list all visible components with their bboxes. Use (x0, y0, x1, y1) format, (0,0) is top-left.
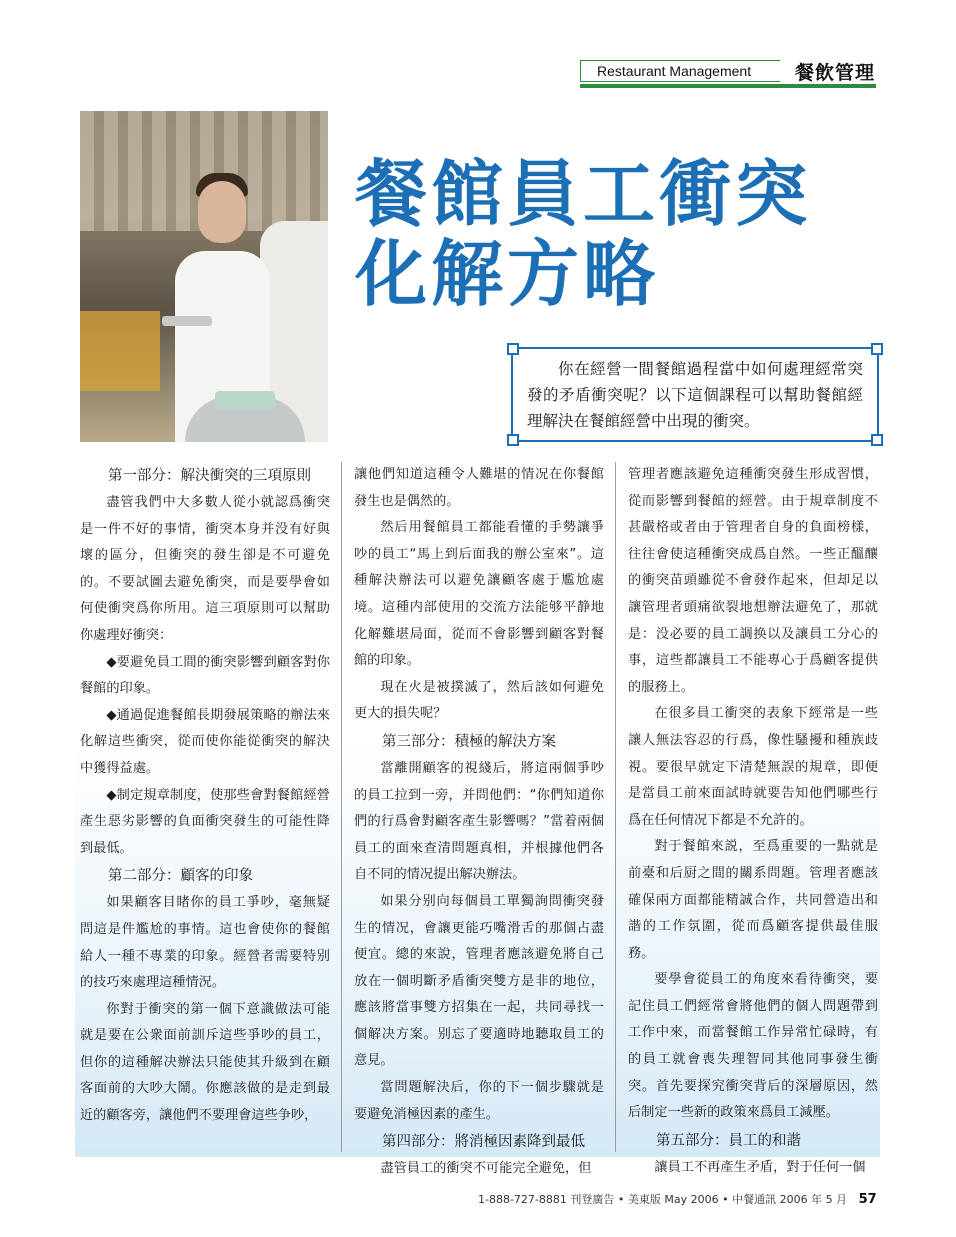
column-1 (80, 462, 330, 1130)
paragraph: 在很多員工衝突的表象下經常是一些讓人無法容忍的行爲，像性騷擾和種族歧視。要很早就定下清楚無誤的規章，即便是當員工前來面試時就要告知他們哪些行爲在任何情况下都是不允許的。 (628, 706, 878, 828)
paragraph: 盡管我們中大多數人從小就認爲衝突是一件不好的事情，衝突本身并没有好與壞的區分，但衝突的發生卻是不可避免的。不要試圖去避免衝突，而是要學會如何使衝突爲你所用。這三項原則可以幫助你處理好衝突： (80, 495, 330, 643)
header-rule (580, 84, 876, 88)
waiter-photo (80, 111, 328, 442)
section-heading: 第四部分：將消極因素降到最低 (382, 1134, 585, 1151)
bullet-paragraph: ◆制定規章制度，使那些會對餐館經營產生惡劣影響的負面衝突發生的可能性降到最低。 (80, 787, 330, 856)
section-heading: 第五部分：員工的和諧 (656, 1132, 801, 1149)
frame-corner (871, 434, 883, 446)
paragraph: 管理者應該避免這種衝突發生形成習慣，從而影響到餐館的經營。由于規章制度不甚嚴格或者由于管理者自身的負面榜樣，往往會使這種衝突成爲自然。一些正醞釀的衝突苗頭雖從不會發作起來，但却足以讓管理者頭痛欲裂地想辦法避免了，那就是：没必要的員工調换以及讓員工分心的事，這些都讓員工不能專心于爲顧客提供的服務上。 (628, 467, 878, 695)
paragraph: 讓他們知道這種令人難堪的情况在你餐館發生也是偶然的。 (354, 467, 604, 509)
column-divider (615, 462, 616, 1152)
section-label-english: Restaurant Management (580, 60, 780, 82)
paragraph: 當離開顧客的視綫后，將這兩個爭吵的員工拉到一旁，并問他們：“你們知道你們的行爲會對顧客產生影響嗎？”當着兩個員工的面來查清問題真相，并根據他們各自不同的情况提出解决辦法。 (354, 760, 604, 883)
frame-corner (507, 343, 519, 355)
paragraph: 你對于衝突的第一個下意識做法可能就是要在公衆面前訓斥這些爭吵的員工，但你的這種解决辦法只能使其升級到在顧客面前的大吵大鬧。你應該做的是走到最近的顧客旁，讓他們不要理會這些争吵， (80, 1001, 330, 1124)
column-3 (628, 462, 878, 1181)
paragraph: 現在火是被撲滅了，然后該如何避免更大的損失呢？ (354, 679, 604, 722)
bullet-paragraph: ◆要避免員工間的衝突影響到顧客對你餐館的印象。 (80, 654, 330, 697)
column-divider (341, 462, 342, 1152)
frame-corner (507, 434, 519, 446)
paragraph: 讓員工不再產生矛盾，對于任何一個 (654, 1159, 866, 1175)
paragraph: 要學會從員工的角度來看待衝突，要記住員工們經常會將他們的個人問題帶到工作中來，而當餐館工作异常忙碌時，有的員工就會喪失理智同其他同事發生衝突。首先要探究衝突背后的深層原因，然后制定一些新的政策來爲員工減壓。 (628, 972, 878, 1121)
section-label-chinese: 餐飲管理 (795, 62, 876, 84)
paragraph: 然后用餐館員工都能看懂的手勢讓爭吵的員工“馬上到后面我的辦公室來”。這種解決辦法可以避免讓顧客處于尷尬處境。這種内部使用的交流方法能够平静地化解難堪局面，從而不會影響到顧客對餐館的印象。 (354, 520, 604, 669)
section-heading: 第三部分：積極的解決方案 (382, 733, 556, 750)
paragraph: 對于餐館來説，至爲重要的一點就是前臺和后厨之間的關系問題。管理者應該確保兩方面都能精誠合作，共同營造出和諧的工作氛圍，從而爲顧客提供最佳服務。 (628, 839, 878, 961)
bullet-paragraph: ◆通過促進餐館長期發展策略的辦法來化解這些衝突，從而使你能從衝突的解決中獲得益處。 (80, 707, 330, 776)
paragraph: 當問題解決后，你的下一個步驟就是要避免消極因素的產生。 (354, 1080, 604, 1122)
section-heading: 第一部分：解決衝突的三項原則 (108, 468, 311, 484)
article-title-line2: 化解方略 (355, 231, 660, 316)
footer-text: 1-888-727-8881 刊登廣告 • 美東版 May 2006 • 中餐通訊 2006 年 5 月 (478, 1193, 848, 1206)
paragraph: 盡管員工的衝突不可能完全避免，但 (380, 1161, 592, 1177)
paragraph: 如果分别向每個員工單獨詢問衝突發生的情况，會讓更能巧嘴滑舌的那個占盡便宜。總的來說，管理者應該避免將自己放在一個明斷矛盾衝突雙方是非的地位，應該將當事雙方招集在一起，共同尋找一個解决方案。别忘了要適時地聽取員工的意見。 (354, 893, 604, 1069)
paragraph: 如果顧客目睹你的員工爭吵，毫無疑問這是件尷尬的事情。這也會使你的餐館給人一種不專業的印象。經營者需要特别的技巧來處理這種情況。 (80, 895, 330, 991)
intro-box (511, 347, 879, 442)
column-2 (354, 462, 604, 1183)
page-footer (478, 1190, 878, 1210)
section-heading: 第二部分：顧客的印象 (108, 868, 253, 885)
frame-corner (871, 343, 883, 355)
article-title-line1: 餐館員工衝突 (355, 151, 812, 236)
intro-text: 你在經營一間餐館過程當中如何處理經常突發的矛盾衝突呢？以下這個課程可以幫助餐館經理解決在餐館經營中出現的衝突。 (527, 360, 863, 430)
page-number: 57 (858, 1192, 877, 1207)
